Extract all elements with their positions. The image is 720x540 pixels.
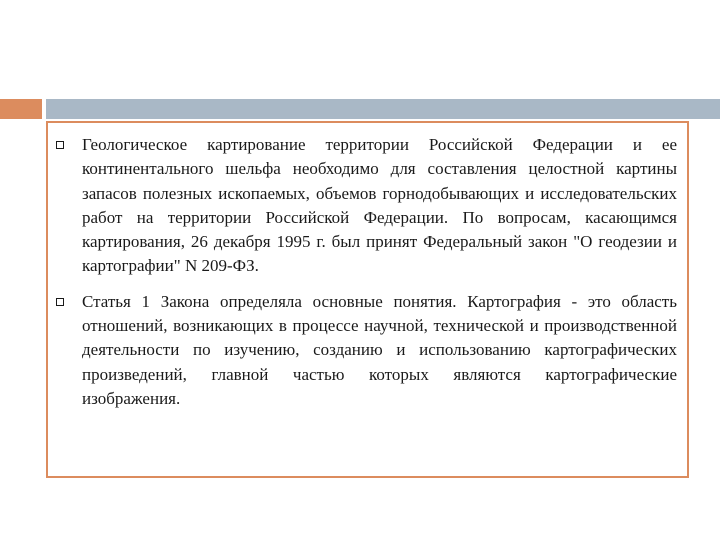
square-bullet-icon [56,298,64,306]
header-accent-bar-blue [46,99,720,119]
bullet-text-2: Статья 1 Закона определяла основные понятия. Картография - это область отношений, возникающих в процессе научной, технической и производственной деятельности по изучению, созданию и использованию картографических произведений, главной частью которых являются картографические изображения. [82,291,677,408]
bullet-text-1: Геологическое картирование территории Российской Федерации и ее континентального шельфа необходимо для составления целостной картины запасов полезных ископаемых, объемов горнодобывающих и исследовательских работ на территории Российской Федерации. По вопросам, касающимся картирования, 26 декабря 1995 г. был принят Федеральный закон "О геодезии и картографии" N 209-ФЗ. [82,135,677,276]
bullet-item-2 [48,290,687,411]
square-bullet-icon [56,141,64,149]
header-accent-bar-orange [0,99,42,119]
bullet-item-1 [48,133,687,279]
slide-content-frame [46,121,689,478]
bullet-list [48,123,687,411]
